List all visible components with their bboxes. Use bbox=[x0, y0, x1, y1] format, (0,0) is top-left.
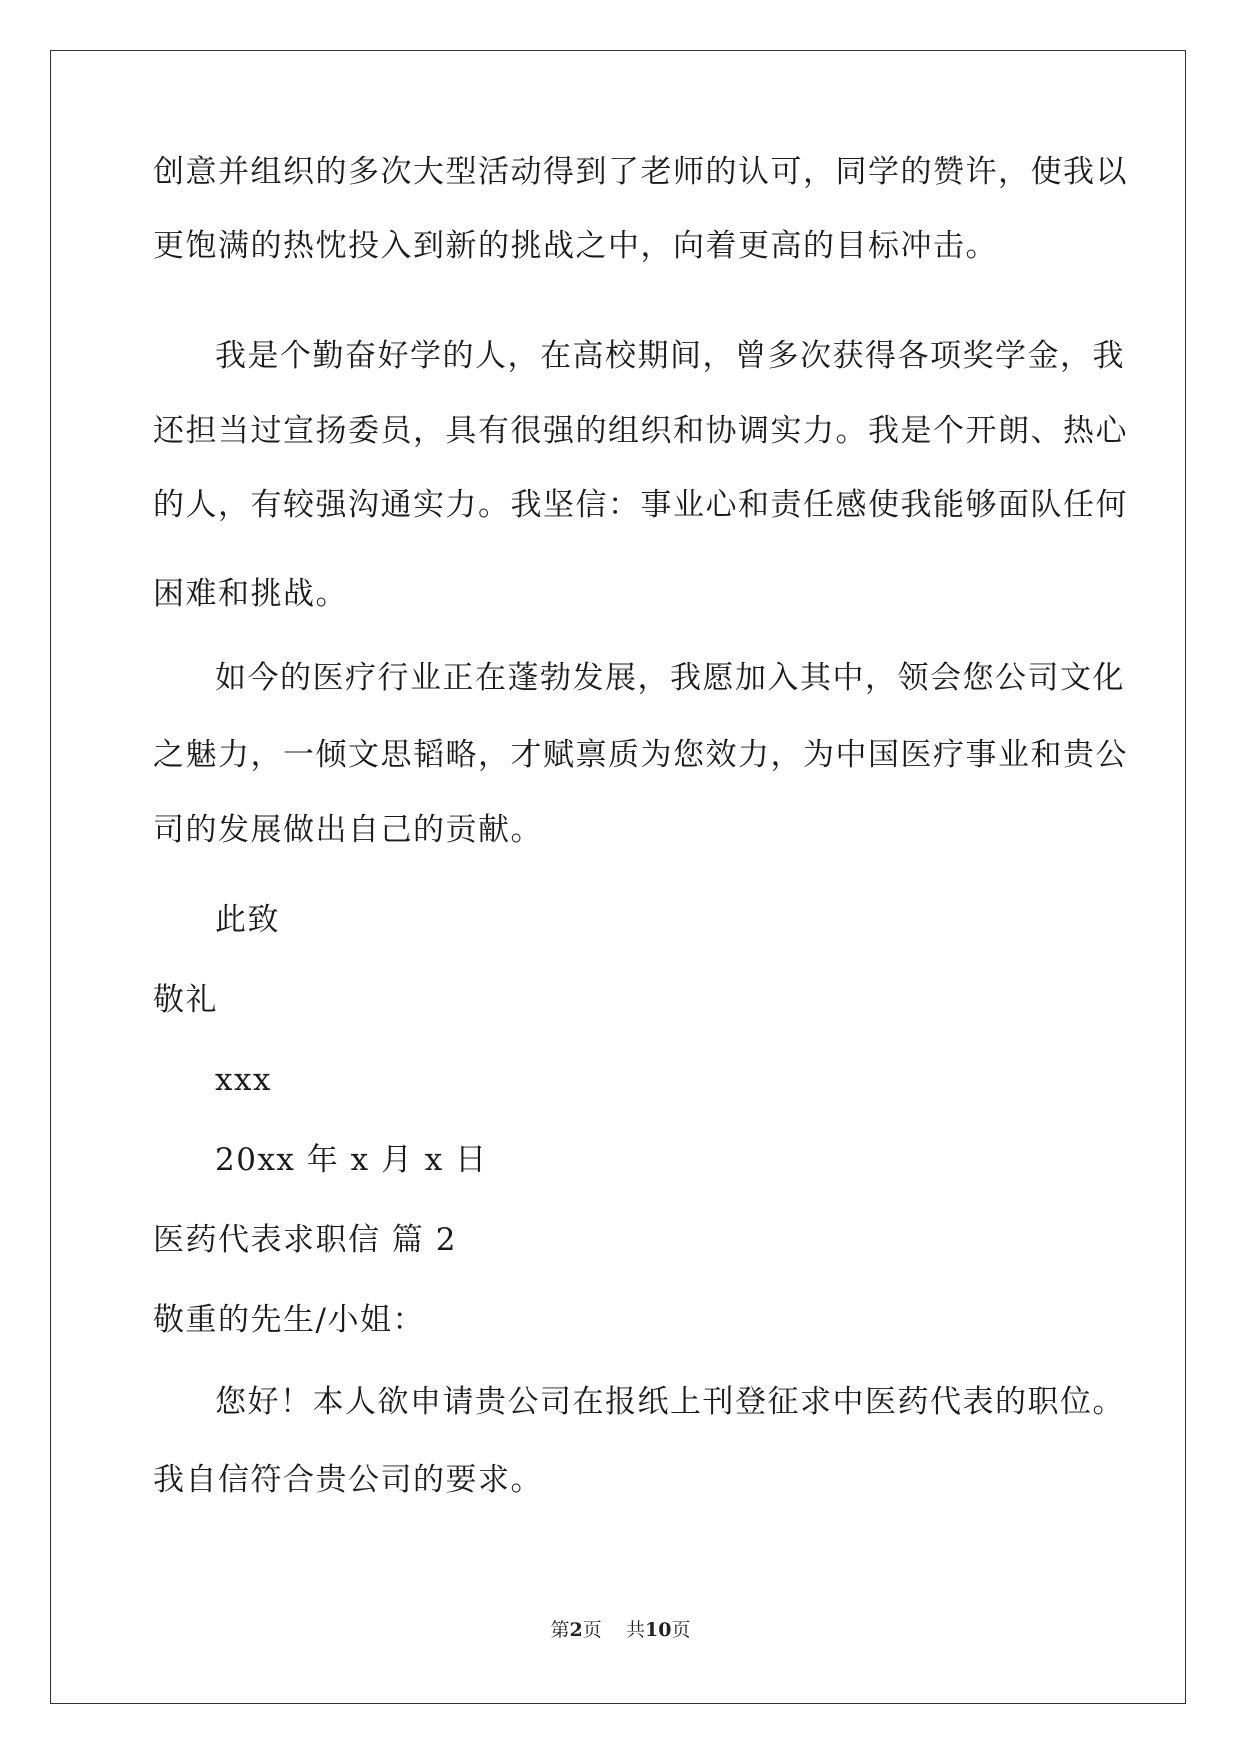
page-footer bbox=[0, 1618, 1241, 1642]
body-line-4: 还担当过宣扬委员，具有很强的组织和协调实力。我是个开朗、热心 bbox=[153, 413, 1128, 449]
signature-name: xxx bbox=[215, 1062, 272, 1098]
body-line-9: 司的发展做出自己的贡献。 bbox=[153, 812, 543, 848]
body-line-2: 更饱满的热忱投入到新的挑战之中，向着更高的目标冲击。 bbox=[153, 228, 998, 264]
greeting: 敬重的先生/小姐： bbox=[153, 1302, 425, 1338]
body-line-10: 您好！本人欲申请贵公司在报纸上刊登征求中医药代表的职位。 bbox=[215, 1384, 1125, 1420]
body-line-7: 如今的医疗行业正在蓬勃发展，我愿加入其中，领会您公司文化 bbox=[215, 660, 1125, 696]
body-line-8: 之魅力，一倾文思韬略，才赋禀质为您效力，为中国医疗事业和贵公 bbox=[153, 737, 1128, 773]
body-line-3: 我是个勤奋好学的人，在高校期间，曾多次获得各项奖学金，我 bbox=[215, 338, 1125, 374]
section-heading: 医药代表求职信 篇 2 bbox=[153, 1222, 457, 1258]
body-line-1: 创意并组织的多次大型活动得到了老师的认可，同学的赞许，使我以 bbox=[153, 154, 1128, 190]
signature-date: 20xx 年 x 月 x 日 bbox=[215, 1142, 488, 1178]
closing-salutation: 此致 bbox=[215, 902, 280, 938]
closing-regards: 敬礼 bbox=[153, 982, 218, 1018]
footer-page-prefix: 第 bbox=[550, 1619, 570, 1641]
page-border bbox=[50, 50, 1186, 1704]
footer-total-prefix: 共 bbox=[625, 1619, 645, 1641]
footer-page-suffix: 页 bbox=[582, 1619, 602, 1641]
body-line-11: 我自信符合贵公司的要求。 bbox=[153, 1462, 543, 1498]
footer-total-suffix: 页 bbox=[671, 1619, 691, 1641]
footer-page-number: 2 bbox=[569, 1619, 583, 1641]
footer-total-pages: 10 bbox=[644, 1619, 672, 1641]
body-line-5: 的人，有较强沟通实力。我坚信：事业心和责任感使我能够面队任何 bbox=[153, 487, 1128, 523]
body-line-6: 困难和挑战。 bbox=[153, 576, 348, 612]
